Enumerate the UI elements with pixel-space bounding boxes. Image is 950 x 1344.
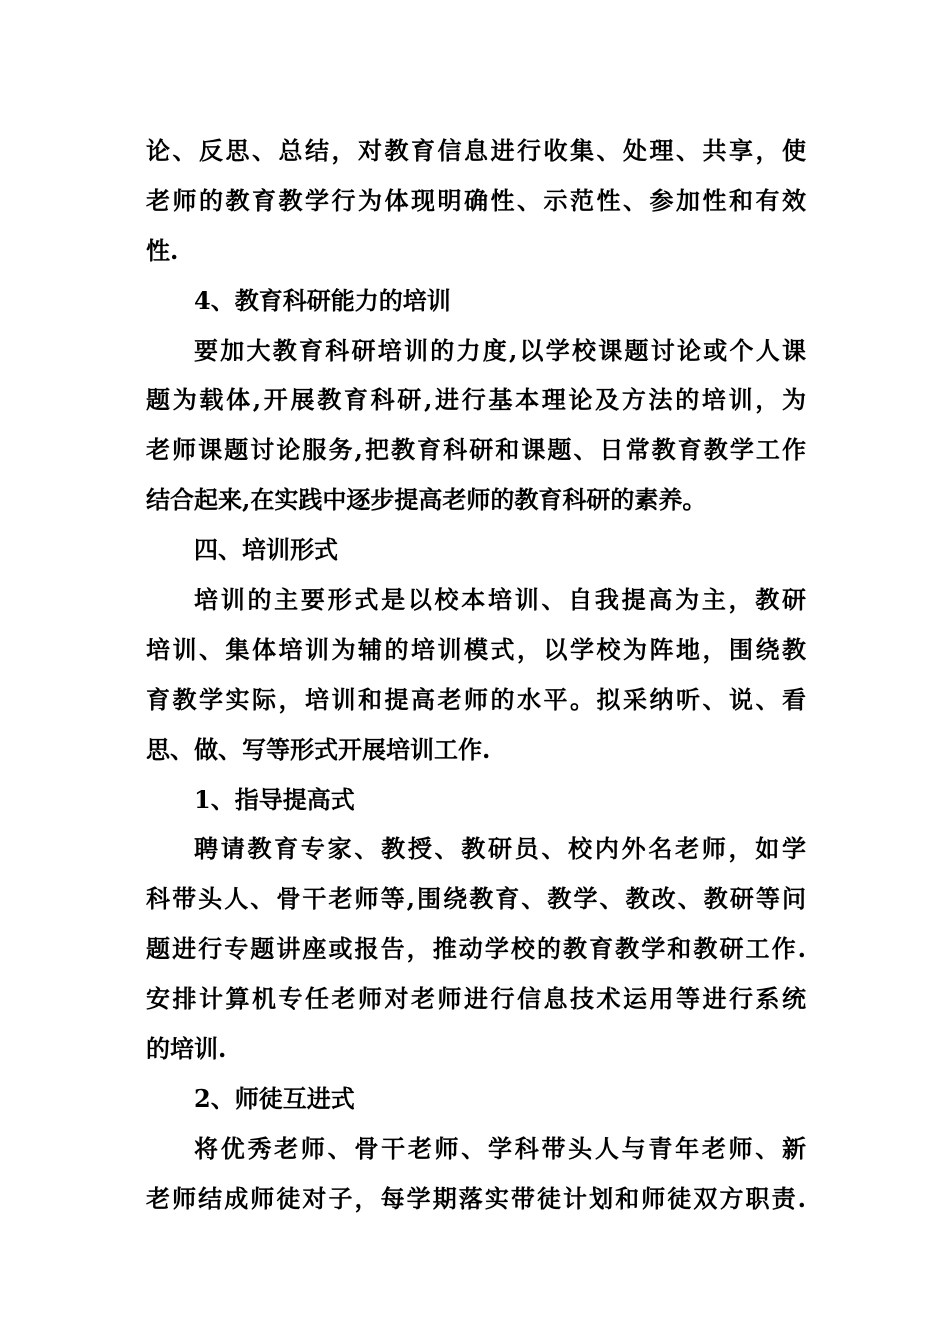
section-heading: 2、师徒互进式 <box>194 1083 355 1113</box>
section-heading: 4、教育科研能力的培训 <box>194 285 451 315</box>
document-body <box>146 126 806 1224</box>
text-line: 将优秀老师、骨干老师、学科带头人与青年老师、新 <box>194 1133 806 1163</box>
text-line: 结合起来,在实践中逐步提高老师的教育科研的素养。 <box>146 485 707 515</box>
text-line: 科带头人、骨干老师等,围绕教育、教学、教改、教研等问 <box>146 884 806 914</box>
text-line: 要加大教育科研培训的力度,以学校课题讨论或个人课 <box>194 335 806 365</box>
text-line: 安排计算机专任老师对老师进行信息技术运用等进行系统 <box>146 984 806 1014</box>
text-line: 老师结成师徒对子，每学期落实带徒计划和师徒双方职责. <box>146 1183 806 1213</box>
text-line: 老师的教育教学行为体现明确性、示范性、参加性和有效 <box>146 185 806 215</box>
text-line: 思、做、写等形式开展培训工作. <box>146 734 491 764</box>
text-line: 育教学实际，培训和提高老师的水平。拟采纳听、说、看 <box>146 684 806 714</box>
text-line: 老师课题讨论服务,把教育科研和课题、日常教育教学工作 <box>146 435 806 465</box>
text-line: 培训、集体培训为辅的培训模式，以学校为阵地，围绕教 <box>146 634 806 664</box>
text-line: 的培训. <box>146 1034 227 1064</box>
section-heading: 四、培训形式 <box>194 535 338 565</box>
text-line: 培训的主要形式是以校本培训、自我提高为主，教研 <box>194 585 806 615</box>
text-line: 性. <box>146 235 179 265</box>
text-line: 题为载体,开展教育科研,进行基本理论及方法的培训，为 <box>146 385 806 415</box>
text-line: 聘请教育专家、教授、教研员、校内外名老师，如学 <box>194 834 806 864</box>
text-line: 论、反思、总结，对教育信息进行收集、处理、共享，使 <box>146 136 806 165</box>
text-line: 题进行专题讲座或报告，推动学校的教育教学和教研工作. <box>146 934 806 964</box>
section-heading: 1、指导提高式 <box>194 784 355 814</box>
